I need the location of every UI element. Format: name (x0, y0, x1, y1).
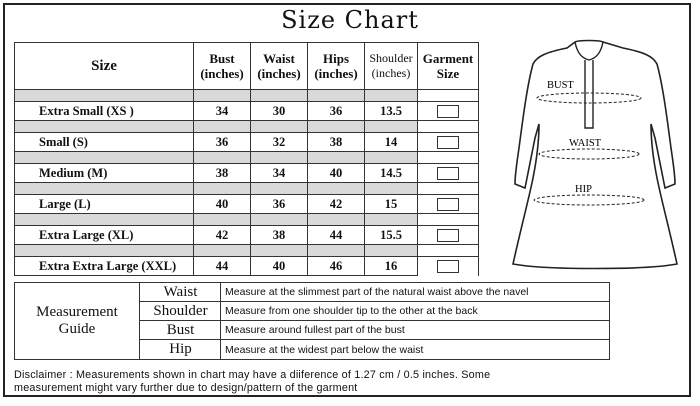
bust-label: BUST (547, 80, 574, 91)
shoulder-cell: 14 (365, 133, 418, 152)
guide-text-shoulder: Measure from one shoulder tip to the other at the back (221, 302, 610, 321)
guide-text-hip: Measure at the widest part below the waist (225, 343, 424, 356)
guide-part-waist: Waist (140, 283, 221, 302)
table-row (15, 102, 479, 121)
table-row (15, 257, 479, 276)
header-hips: Hips (inches) (308, 43, 365, 90)
hips-cell: 44 (308, 226, 365, 245)
kurta-diagram (505, 38, 685, 278)
size-name-cell: Extra Large (XL) (15, 226, 194, 245)
waist-line (539, 149, 639, 159)
row-separator (15, 152, 479, 164)
hips-cell: 46 (308, 257, 365, 276)
hips-cell: 36 (308, 102, 365, 121)
waist-cell: 36 (251, 195, 308, 214)
disclaimer: Disclaimer : Measurements shown in chart may have a diiference of 1.27 cm / 0.5 inches. Some measurement might vary further due to design/pattern of the garment (14, 369, 491, 394)
waist-cell: 38 (251, 226, 308, 245)
garment-size-cell (418, 164, 479, 183)
header-garment-size: Garment Size (418, 43, 479, 90)
kurta-outline (513, 41, 677, 269)
garment-size-checkbox[interactable] (437, 167, 459, 180)
bust-line (537, 93, 641, 103)
waist-cell: 32 (251, 133, 308, 152)
garment-size-checkbox[interactable] (437, 260, 459, 273)
size-name-cell: Medium (M) (15, 164, 194, 183)
hip-line (534, 195, 644, 205)
garment-size-cell (418, 195, 479, 214)
header-shoulder: Shoulder (inches) (365, 43, 418, 90)
shoulder-cell: 14.5 (365, 164, 418, 183)
bust-cell: 44 (194, 257, 251, 276)
kurta-placket (585, 60, 593, 128)
garment-size-cell (418, 133, 479, 152)
guide-part-hip: Hip (169, 341, 192, 357)
table-row (15, 133, 479, 152)
table-row (15, 164, 479, 183)
shoulder-cell: 16 (365, 257, 418, 276)
guide-text-waist: Measure at the slimmest part of the natural waist above the navel (221, 283, 610, 302)
header-waist: Waist (inches) (251, 43, 308, 90)
waist-cell: 40 (251, 257, 308, 276)
garment-size-cell (418, 226, 479, 245)
garment-size-cell (418, 257, 479, 276)
garment-size-checkbox[interactable] (437, 136, 459, 149)
hips-cell: 40 (308, 164, 365, 183)
size-name-cell: Extra Small (XS ) (15, 102, 194, 121)
row-separator (15, 121, 479, 133)
page-title: Size Chart (281, 6, 419, 34)
bust-cell: 42 (194, 226, 251, 245)
row-separator (15, 183, 479, 195)
header-size: Size (15, 43, 194, 90)
row-separator (15, 90, 479, 102)
shoulder-cell: 15 (365, 195, 418, 214)
garment-size-cell (418, 102, 479, 121)
size-chart-table (14, 42, 479, 276)
table-row (15, 195, 479, 214)
guide-part-shoulder: Shoulder (140, 302, 221, 321)
garment-size-checkbox[interactable] (437, 198, 459, 211)
guide-text-column (220, 283, 610, 359)
bust-cell: 40 (194, 195, 251, 214)
garment-size-checkbox[interactable] (437, 229, 459, 242)
shoulder-cell: 15.5 (365, 226, 418, 245)
waist-cell: 30 (251, 102, 308, 121)
bust-cell: 34 (194, 102, 251, 121)
size-name-cell: Small (S) (15, 133, 194, 152)
measurement-guide (14, 282, 610, 360)
guide-text-bust: Measure around fullest part of the bust (221, 321, 610, 340)
hips-cell: 38 (308, 133, 365, 152)
table-row (15, 226, 479, 245)
table-header-row (15, 43, 479, 90)
size-name-cell: Extra Extra Large (XXL) (15, 257, 194, 276)
header-bust: Bust (inches) (194, 43, 251, 90)
shoulder-cell: 13.5 (365, 102, 418, 121)
bust-cell: 36 (194, 133, 251, 152)
kurta-neckline (575, 42, 603, 60)
row-separator (15, 214, 479, 226)
guide-part-bust: Bust (140, 321, 221, 340)
hips-cell: 42 (308, 195, 365, 214)
bust-cell: 38 (194, 164, 251, 183)
guide-label: Measurement Guide (36, 304, 118, 337)
size-name-cell: Large (L) (15, 195, 194, 214)
row-separator (15, 245, 479, 257)
garment-size-checkbox[interactable] (437, 105, 459, 118)
waist-cell: 34 (251, 164, 308, 183)
guide-parts-column (139, 283, 221, 359)
waist-label: WAIST (569, 138, 602, 149)
hip-label: HIP (575, 184, 592, 195)
